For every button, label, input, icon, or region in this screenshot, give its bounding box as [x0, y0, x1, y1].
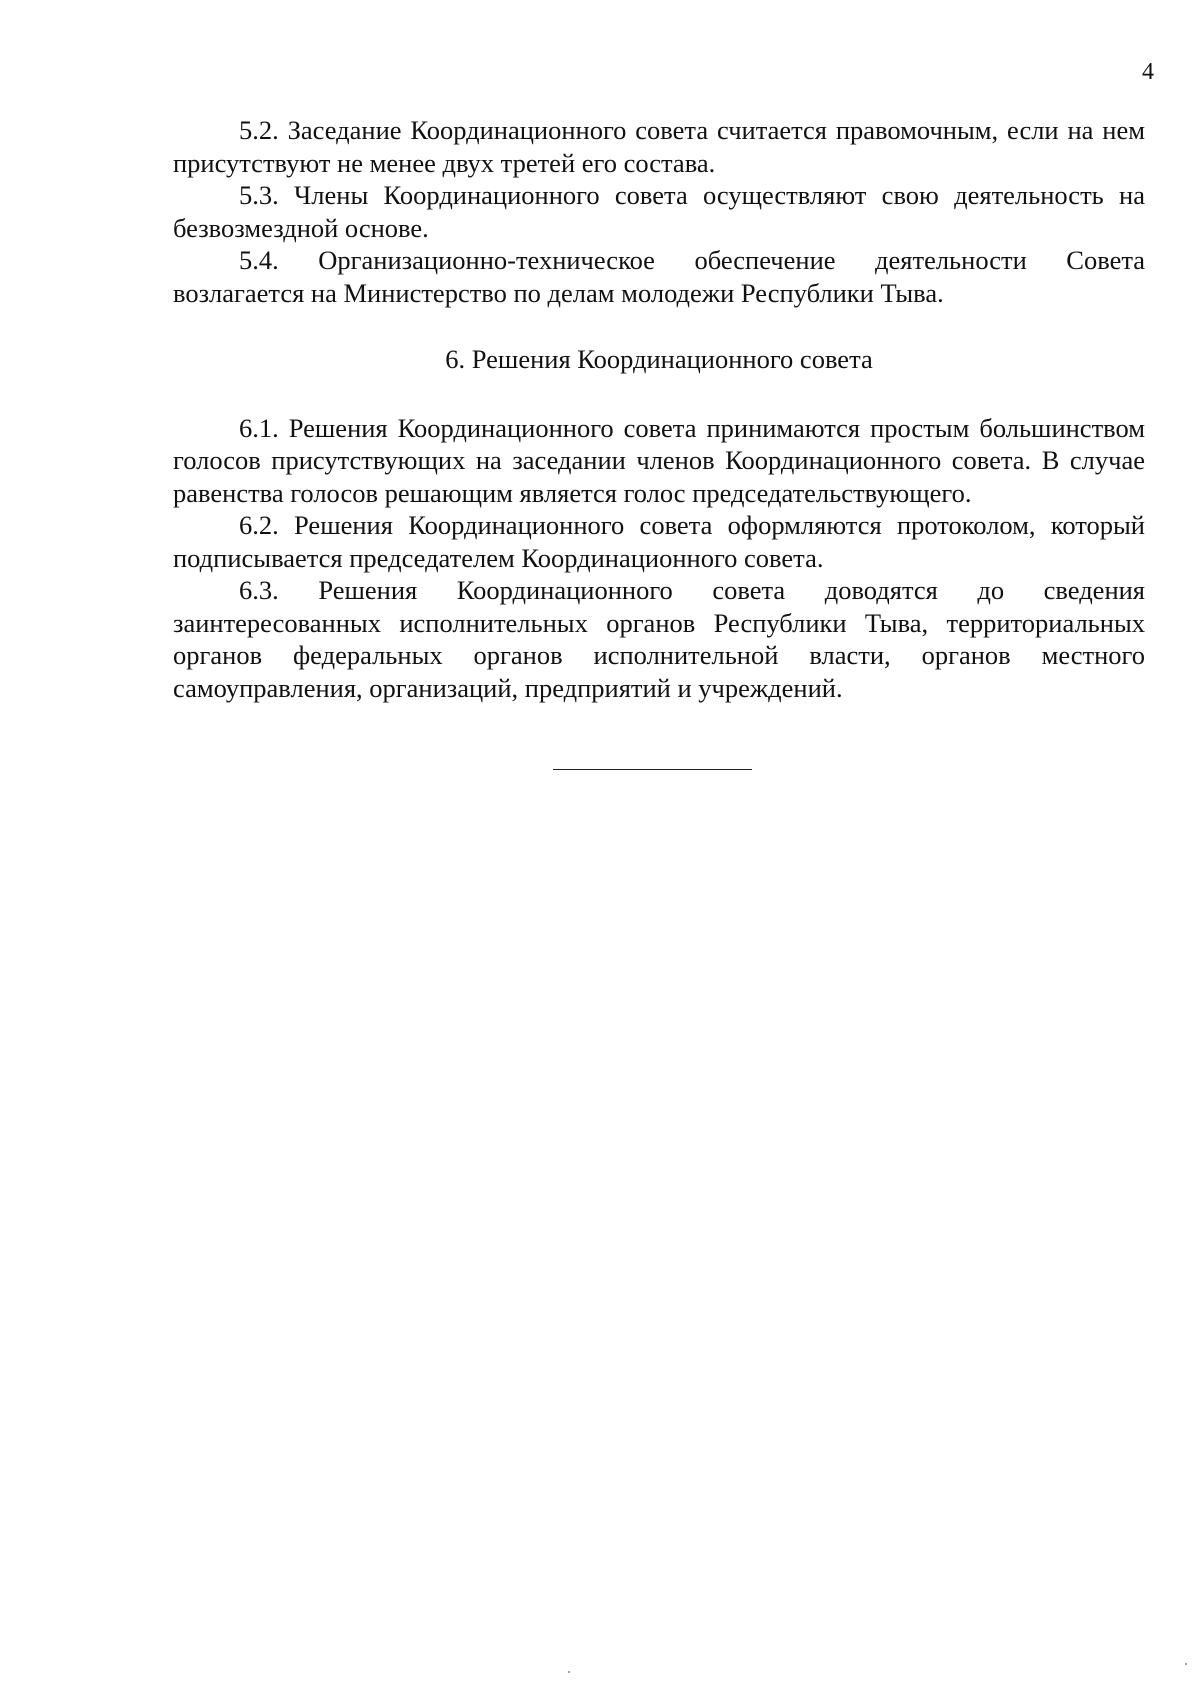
section-heading-6: 6. Решения Координационного совета: [445, 344, 873, 374]
scan-speck: [1185, 1663, 1187, 1665]
paragraph-6-3: 6.3. Решения Координационного совета доводятся до сведения заинтересованных исполнительных органов Республики Тыва, территориальных органов федеральных органов исполнительной власти, органов местного самоуправления, организаций, предприятий и учреждений.: [173, 575, 1145, 703]
page-number: 4: [1142, 59, 1154, 85]
end-of-text-rule: [553, 769, 752, 770]
paragraph-6-1: 6.1. Решения Координационного совета принимаются простым большинством голосов присутствующих на заседании членов Координационного совета. В случае равенства голосов решающим является голос председательствующего.: [173, 412, 1145, 508]
document-body: [173, 114, 1145, 704]
paragraph-5-4: 5.4. Организационно-техническое обеспечение деятельности Совета возлагается на Министерство по делам молодежи Республики Тыва.: [173, 245, 1145, 308]
scan-speck: [568, 1671, 570, 1673]
paragraph-5-3: 5.3. Члены Координационного совета осуществляют свою деятельность на безвозмездной основе.: [173, 180, 1145, 243]
paragraph-6-2: 6.2. Решения Координационного совета оформляются протоколом, который подписывается председателем Координационного совета.: [173, 510, 1145, 573]
paragraph-5-2: 5.2. Заседание Координационного совета считается правомочным, если на нем присутствуют не менее двух третей его состава.: [173, 115, 1145, 178]
